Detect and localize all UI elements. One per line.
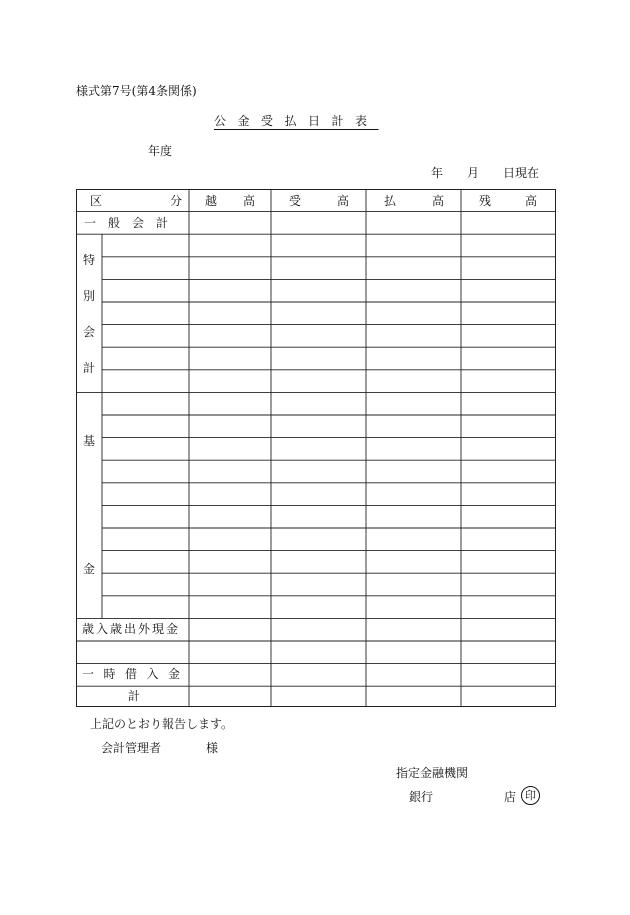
as-of-date xyxy=(431,166,539,180)
addressee: 会計管理者 xyxy=(101,741,162,755)
date-year-label: 年 xyxy=(431,166,444,180)
special-account-char-1: 特 xyxy=(82,253,95,267)
designated-institution: 指定金融機関 xyxy=(396,766,469,780)
date-month-label: 月 xyxy=(467,166,480,180)
row-non-budget-cash: 歳入歳出外現金 xyxy=(82,622,181,636)
receipts-payments-table xyxy=(76,189,556,707)
fund-char-1: 基 xyxy=(82,434,95,448)
bank-label: 銀行 xyxy=(409,790,434,804)
header-carryover: 越 高 xyxy=(205,194,255,208)
special-account-char-4: 計 xyxy=(82,361,95,375)
branch-label: 店 xyxy=(504,790,517,804)
addressee-honorific: 様 xyxy=(206,741,219,755)
header-balance: 残 高 xyxy=(479,194,537,208)
special-account-char-2: 別 xyxy=(82,289,95,303)
row-total: 計 xyxy=(128,689,141,703)
special-account-char-3: 会 xyxy=(82,325,95,339)
report-note: 上記のとおり報告します。 xyxy=(90,717,234,731)
date-day-label: 日現在 xyxy=(503,166,540,180)
document-title: 公金受払日計表 xyxy=(214,114,379,128)
form-number: 様式第7号(第4条関係) xyxy=(76,84,197,98)
header-payments: 払 高 xyxy=(384,194,444,208)
row-temporary-loan: 一時借入金 xyxy=(82,667,190,681)
header-receipts: 受 高 xyxy=(289,194,349,208)
header-division: 区 分 xyxy=(90,194,182,208)
fiscal-year-label: 年度 xyxy=(148,144,173,158)
row-general-account: 一般会計 xyxy=(84,216,181,230)
seal-mark: 印 xyxy=(521,786,540,805)
fund-char-2: 金 xyxy=(82,562,95,576)
